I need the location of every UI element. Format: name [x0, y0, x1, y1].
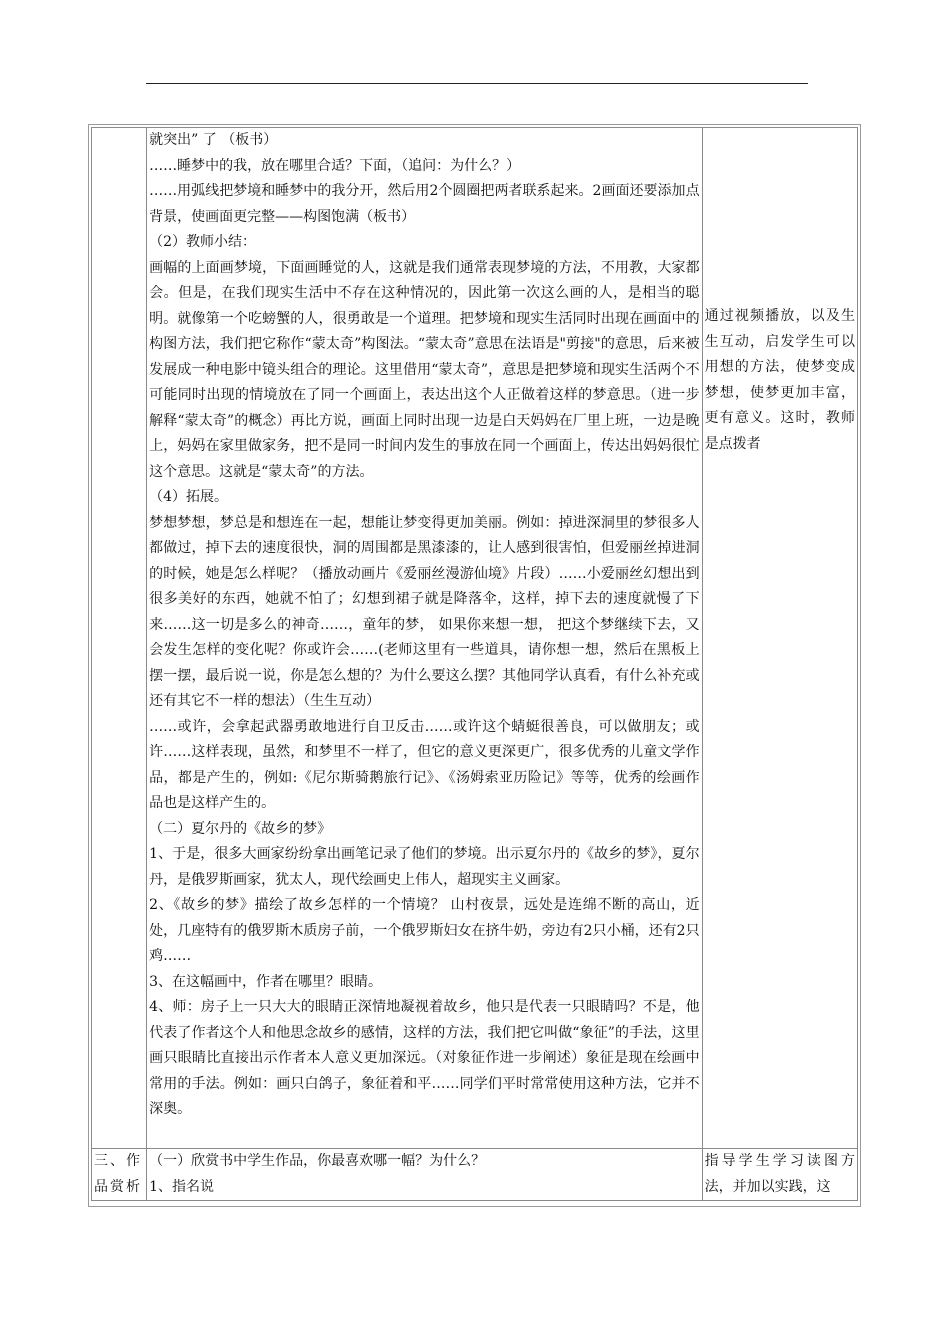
content-paragraph: 1、指名说 — [149, 1178, 215, 1195]
content-cell — [147, 128, 702, 1149]
content-paragraph: 画幅的上面画梦境，下面画睡觉的人，这就是我们通常表现梦境的方法，不用教，大家都会。但是，在我们现实生活中不存在这种情况的，因此第一次这么画的人，是相当的聪明。就像第一个吃螃蟹的人，很勇敢是一个道理。把梦境和现实生活同时出现在画面中的构图方法，我们把它称作“蒙太奇”构图法。“蒙太奇”意思在法语是"剪接"的意思，后来被发展成一种电影中镜头组合的理论。这里借用“蒙太奇”，意思是把梦境和现实生活两个不可能同时出现的情境放在了同一个画面上，表达出这个人正做着这样的梦意思。（进一步解释“蒙太奇”的概念）再比方说，画面上同时出现一边是白天妈妈在厂里上班，一边是晚上，妈妈在家里做家务，把不是同一时间内发生的事放在同一个画面上，传达出妈妈很忙这个意思。这就是“蒙太奇”的方法。 — [149, 259, 700, 480]
content-paragraph: （2）教师小结： — [149, 234, 257, 250]
content-paragraph: ……用弧线把梦境和睡梦中的我分开，然后用2个圆圈把两者联系起来。2画面还要添加点背景，使画面更完整——构图饱满（板书） — [149, 183, 700, 225]
content-paragraph: 梦想梦想，梦总是和想连在一起，想能让梦变得更加美丽。例如：掉进深洞里的梦很多人都做过，掉下去的速度很快，洞的周围都是黑漆漆的，让人感到很害怕，但爱丽丝掉进洞的时候，她是怎么样呢？（播放动画片《爱丽丝漫游仙境》片段）……小爱丽丝幻想出到很多美好的东西，她就不怕了；幻想到裙子就是降落伞，这样，掉下去的速度就慢了下来……这一切是多么的神奇……，童年的梦， 如果你来想一想， 把这个梦继续下去，又会发生怎样的变化呢？你或许会……(老师这里有一些道具，请你想一想，然后在黑板上摆一摆，最后说一说，你是怎么想的？为什么要这么摆？其他同学认真看，有什么补充或还有其它不一样的想法）（生生互动） — [149, 514, 700, 709]
stage-cell — [92, 1149, 147, 1201]
content-cell — [147, 1149, 702, 1201]
header-rule — [146, 83, 808, 84]
content-paragraph: （4）拓展。 — [149, 489, 229, 505]
table-row — [92, 128, 858, 1149]
design-note: 指导学生学习读图方法，并加以实践，这 — [704, 1153, 855, 1195]
content-paragraph: 就突出” 了 （板书） — [149, 132, 278, 148]
content-paragraph: 3、在这幅画中，作者在哪里？眼睛。 — [149, 973, 383, 990]
stage-cell — [92, 128, 147, 1149]
content-paragraph: 2、《故乡的梦》描绘了故乡怎样的一个情境？ 山村夜景，远处是连绵不断的高山，近处，几座特有的俄罗斯木质房子前，一个俄罗斯妇女在挤牛奶，旁边有2只小桶，还有2只鸡…… — [149, 897, 700, 964]
content-paragraph: ……睡梦中的我，放在哪里合适？下面，（追问：为什么？） — [149, 157, 521, 174]
content-paragraph: 1、于是，很多大画家纷纷拿出画笔记录了他们的梦境。出示夏尔丹的《故乡的梦》，夏尔丹，是俄罗斯画家，犹太人，现代绘画史上伟人，超现实主义画家。 — [149, 846, 700, 888]
design-note: 通过视频播放，以及生生互动，启发学生可以用想的方法，使梦变成梦想，使梦更加丰富，更有意义。这时，教师是点拨者 — [704, 308, 855, 452]
stage-label: 三、作品赏析 — [94, 1153, 142, 1195]
content-paragraph: ……或许，会拿起武器勇敢地进行自卫反击……或许这个蜻蜓很善良，可以做朋友；或许……这样表现，虽然，和梦里不一样了，但它的意义更深更广，很多优秀的儿童文学作品，都是产生的，例如:《尼尔斯骑鹅旅行记》、《汤姆索亚历险记》等等，优秀的绘画作品也是这样产生的。 — [149, 718, 700, 811]
table-row — [92, 1149, 858, 1201]
content-paragraph: （一）欣赏书中学生作品，你最喜欢哪一幅？为什么？ — [149, 1153, 486, 1169]
content-paragraph: 4、师：房子上一只大大的眼睛正深情地凝视着故乡，他只是代表一只眼睛吗？不是，他代表了作者这个人和他思念故乡的感情，这样的方法，我们把它叫做“象征”的手法，这里画只眼睛比直接出示作者本人意义更加深远。（对象征作进一步阐述）象征是现在绘画中常用的手法。例如：画只白鸽子，象征着和平……同学们平时常常使用这种方法，它并不深奥。 — [149, 999, 700, 1117]
note-cell — [702, 1149, 857, 1201]
lesson-plan-table — [91, 127, 858, 1201]
note-cell — [702, 128, 857, 1149]
content-paragraph: （二）夏尔丹的《故乡的梦》 — [149, 820, 332, 837]
